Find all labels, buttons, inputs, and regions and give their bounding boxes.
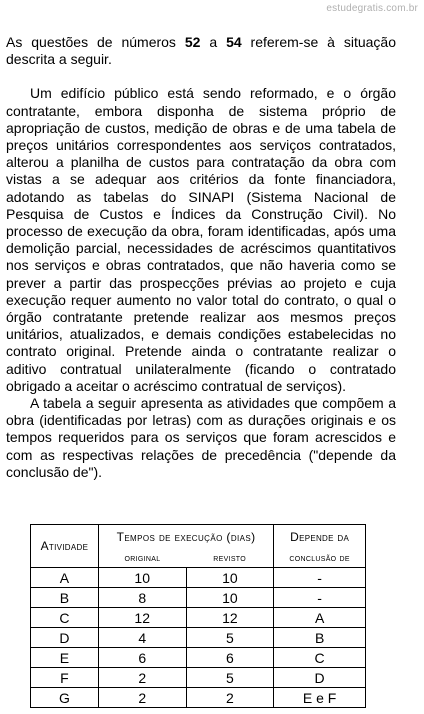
header-atividade: Atividade <box>31 525 99 568</box>
paragraph-situation: Um edifício público está sendo reformado, e o órgão contratante, embora disponha de sistema próprio de apropriação de custos, medição de obras e de uma tabela de preços unitários correspondentes aos serviços contratados, alterou a planilha de custos para contratação da obra com vistas a se adequar aos critérios da fonte financiadora, adotando as tabelas do SINAPI (Sistema Nacional de Pesquisa de Custos e Índices da Construção Civil). No processo de execução da obra, foram identificadas, após uma demolição parcial, necessidades de acréscimos quantitativos nos serviços e obras contratados, que não haveria como se prever a partir das prospecções prévias ao projeto e cuja execução requer aumento no valor total do contrato, o qual o órgão contratante pretende realizar aos mesmos preços unitários, atualizados, e demais condições estabelecidas no contrato original. Pretende ainda o contratante realizar o aditivo contratual unilateralmente (ficando o contratado obrigado a aceitar o acréscimo contratual de serviços). <box>6 85 396 394</box>
activity-table <box>30 524 366 708</box>
cell-atividade: E <box>31 648 99 668</box>
cell-depende: C <box>274 648 366 668</box>
cell-depende: D <box>274 668 366 688</box>
cell-depende: E e F <box>274 688 366 708</box>
cell-atividade: C <box>31 608 99 628</box>
cell-revisto: 2 <box>186 688 274 708</box>
cell-atividade: G <box>31 688 99 708</box>
cell-depende: - <box>274 568 366 588</box>
table-row <box>31 608 366 628</box>
cell-original: 2 <box>98 688 186 708</box>
header-revisto: revisto <box>186 549 274 568</box>
cell-original: 12 <box>98 608 186 628</box>
cell-original: 6 <box>98 648 186 668</box>
table-row <box>31 588 366 608</box>
paragraph-table-intro: A tabela a seguir apresenta as atividades que compõem a obra (identificadas por letras) com as durações originais e os tempos requeridos para os serviços que foram acrescidos e com as respectivas relações de precedência ("depende da conclusão de"). <box>6 395 396 480</box>
cell-revisto: 5 <box>186 628 274 648</box>
intro-after: referem-se à situação descrita a seguir. <box>6 34 396 68</box>
table-row <box>31 568 366 588</box>
cell-original: 10 <box>98 568 186 588</box>
cell-atividade: D <box>31 628 99 648</box>
cell-depende: B <box>274 628 366 648</box>
cell-revisto: 12 <box>186 608 274 628</box>
cell-atividade: A <box>31 568 99 588</box>
cell-revisto: 10 <box>186 568 274 588</box>
table-row <box>31 628 366 648</box>
cell-depende: A <box>274 608 366 628</box>
cell-original: 8 <box>98 588 186 608</box>
table-row <box>31 668 366 688</box>
header-depende: Depende da <box>274 525 366 550</box>
table-header-row <box>31 525 366 550</box>
header-original: original <box>98 549 186 568</box>
header-depende-sub: conclusão de <box>274 549 366 568</box>
cell-revisto: 5 <box>186 668 274 688</box>
question-number-end: 54 <box>226 34 242 50</box>
question-text <box>6 34 396 481</box>
intro-middle: a <box>200 34 227 50</box>
cell-atividade: B <box>31 588 99 608</box>
intro-before: As questões de números <box>6 34 185 50</box>
cell-atividade: F <box>31 668 99 688</box>
cell-original: 2 <box>98 668 186 688</box>
cell-original: 4 <box>98 628 186 648</box>
table-row <box>31 648 366 668</box>
cell-revisto: 6 <box>186 648 274 668</box>
table-row <box>31 688 366 708</box>
intro-line <box>6 34 396 68</box>
watermark: estudegratis.com.br <box>326 3 418 14</box>
question-number-start: 52 <box>184 34 201 50</box>
header-tempos: Tempos de execução (dias) <box>98 525 273 550</box>
cell-revisto: 10 <box>186 588 274 608</box>
cell-depende: - <box>274 588 366 608</box>
